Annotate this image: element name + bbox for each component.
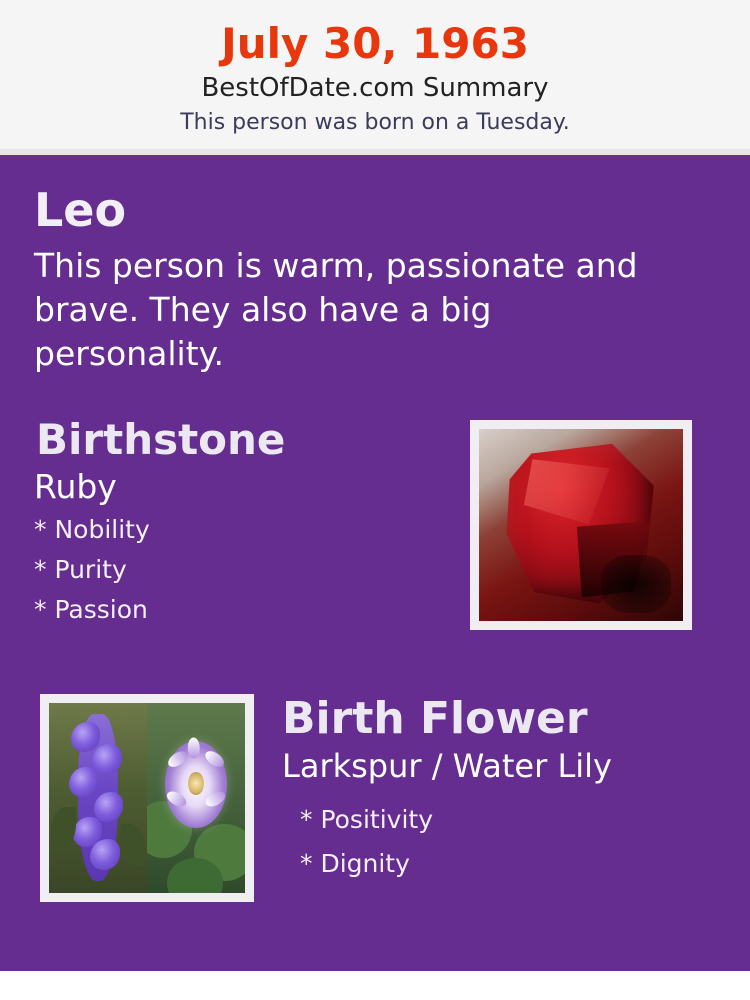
birthstone-heading: Birthstone xyxy=(36,414,286,464)
header xyxy=(0,0,750,149)
ruby-photo-inner xyxy=(479,429,683,621)
larkspur-leaf xyxy=(51,807,76,849)
zodiac-description: This person is warm, passionate and brave. They also have a big personality. xyxy=(34,245,638,373)
lily-petal xyxy=(202,748,226,770)
birth-day-note: This person was born on a Tuesday. xyxy=(180,109,570,135)
zodiac-sign-name: Leo xyxy=(34,183,127,238)
larkspur-bloom xyxy=(94,792,123,822)
birth-flower-traits xyxy=(298,798,718,886)
birth-flower-names: Larkspur / Water Lily xyxy=(282,746,612,785)
lily-center xyxy=(188,772,203,795)
birth-flower-trait: * Dignity xyxy=(300,849,410,879)
birthstone-name: Ruby xyxy=(34,466,117,506)
birthstone-image xyxy=(470,420,692,630)
lily-petal xyxy=(203,788,228,809)
larkspur-photo xyxy=(49,703,147,893)
birth-flower-text xyxy=(282,694,718,886)
water-lily-photo xyxy=(147,703,245,893)
zodiac-section xyxy=(32,185,718,375)
birth-flower-trait: * Positivity xyxy=(300,805,433,835)
larkspur-bloom xyxy=(92,744,121,774)
larkspur-leaf xyxy=(120,824,145,866)
birthstone-trait: * Nobility xyxy=(34,514,150,544)
birthstone-section xyxy=(32,414,718,648)
larkspur-bloom xyxy=(71,722,100,752)
birth-flower-image xyxy=(40,694,254,902)
panel-footer-strip xyxy=(0,943,750,971)
birth-flower-section xyxy=(32,694,718,914)
site-summary-label: BestOfDate.com Summary xyxy=(201,73,549,104)
ruby-dark-inclusion xyxy=(601,555,670,613)
details-panel xyxy=(0,155,750,971)
birth-flower-heading: Birth Flower xyxy=(282,692,588,744)
birthstone-trait: * Purity xyxy=(34,554,127,584)
lily-petal xyxy=(188,737,201,759)
water-lily-bloom xyxy=(165,741,228,828)
page-title: July 30, 1963 xyxy=(221,19,529,68)
lily-petal xyxy=(166,748,190,770)
larkspur-bloom xyxy=(90,839,119,869)
flower-photo-inner xyxy=(49,703,245,893)
birthstone-trait: * Passion xyxy=(34,594,148,624)
